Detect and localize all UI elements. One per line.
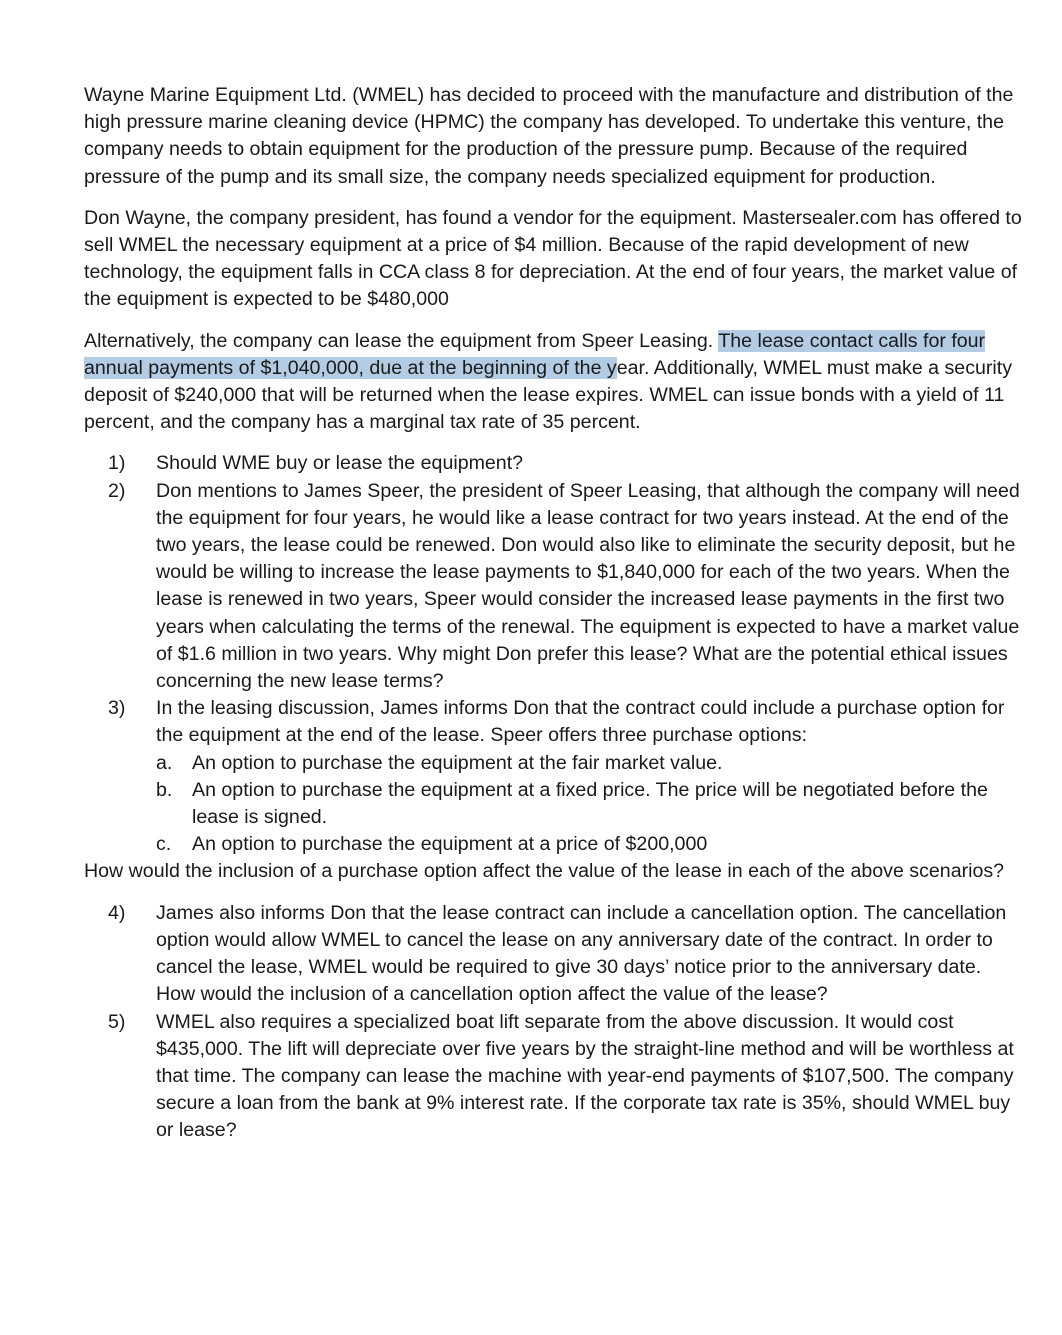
question-number: 2)	[108, 479, 126, 502]
option-text: An option to purchase the equipment at a price of $200,000	[192, 833, 708, 856]
purchase-option-question: How would the inclusion of a purchase option affect the value of the lease in each of the above scenarios?	[84, 860, 1005, 883]
option-text: An option to purchase the equipment at the fair market value.	[192, 751, 723, 774]
question-text: Don mentions to James Speer, the president of Speer Leasing, that although the company will need the equipment for four years, he would like a lease contract for two years instead. At the end of the two years, the lease could be renewed. Don would also like to eliminate the security deposit, but he would be willing to increase the lease payments to $1,840,000 for each of the two years. When the lease is renewed in two years, Speer would consider the increased lease payments in the first two years when calculating the terms of the renewal. The equipment is expected to have a market value of $1.6 million in two years. Why might Don prefer this lease? What are the potential ethical issues concerning the new lease terms?	[156, 479, 1020, 693]
question-item	[84, 695, 1024, 858]
purchase-option-item	[156, 750, 1024, 777]
document-body	[84, 82, 1024, 1145]
question-number: 3)	[108, 697, 126, 720]
vendor-paragraph: Don Wayne, the company president, has found a vendor for the equipment. Mastersealer.com has offered to sell WMEL the necessary equipment at a price of $4 million. Because of the rapid development of new technology, the equipment falls in CCA class 8 for depreciation. At the end of four years, the market value of the equipment is expected to be $480,000	[84, 206, 1022, 311]
question-item	[84, 478, 1024, 696]
question-item	[84, 450, 1024, 477]
question-text: WMEL also requires a specialized boat lift separate from the above discussion. It would cost $435,000. The lift will depreciate over five years by the straight-line method and will be worthless at that time. The company can lease the machine with year-end payments of $107,500. The company secure a loan from the bank at 9% interest rate. If the corporate tax rate is 35%, should WMEL buy or lease?	[156, 1010, 1014, 1142]
option-letter: a.	[156, 751, 173, 774]
question-text: Should WME buy or lease the equipment?	[156, 452, 524, 475]
highlighted-text[interactable]: The lease contact calls for four annual payments of $1,040,000, due at the beginning of the y	[84, 329, 986, 379]
lease-paragraph	[84, 328, 1024, 437]
option-letter: c.	[156, 833, 172, 856]
option-text: An option to purchase the equipment at a fixed price. The price will be negotiated before the lease is signed.	[192, 778, 988, 829]
question-item	[84, 1009, 1024, 1145]
question-number: 4)	[108, 901, 126, 924]
question-number: 5)	[108, 1010, 126, 1033]
question-text: In the leasing discussion, James informs Don that the contract could include a purchase option for the equipment at the end of the lease. Speer offers three purchase options:	[156, 697, 1005, 747]
purchase-option-list	[156, 750, 1024, 859]
question-number: 1)	[108, 452, 126, 475]
purchase-option-item	[156, 831, 1024, 858]
question-list-continued	[84, 900, 1024, 1145]
question-text: James also informs Don that the lease contract can include a cancellation option. The cancellation option would allow WMEL to cancel the lease on any anniversary date of the contract. In order to cancel the lease, WMEL would be required to give 30 days’ notice prior to the anniversary date. How would the inclusion of a cancellation option affect the value of the lease?	[156, 901, 1007, 1006]
intro-paragraph: Wayne Marine Equipment Ltd. (WMEL) has decided to proceed with the manufacture and distribution of the high pressure marine cleaning device (HPMC) the company has developed. To undertake this venture, the company needs to obtain equipment for the production of the pressure pump. Because of the required pressure of the pump and its small size, the company needs specialized equipment for production.	[84, 84, 1014, 188]
question-list	[84, 450, 1024, 858]
lease-paragraph-start: Alternatively, the company can lease the equipment from Speer Leasing.	[84, 329, 719, 352]
question-item	[84, 900, 1024, 1009]
lease-paragraph-end: ear. Additionally, WMEL must make a security deposit of $240,000 that will be returned when the lease expires. WMEL can issue bonds with a yield of 11 percent, and the company has a marginal tax rate of 35 percent.	[84, 356, 1013, 434]
purchase-option-item	[156, 777, 1024, 831]
option-letter: b.	[156, 778, 173, 801]
